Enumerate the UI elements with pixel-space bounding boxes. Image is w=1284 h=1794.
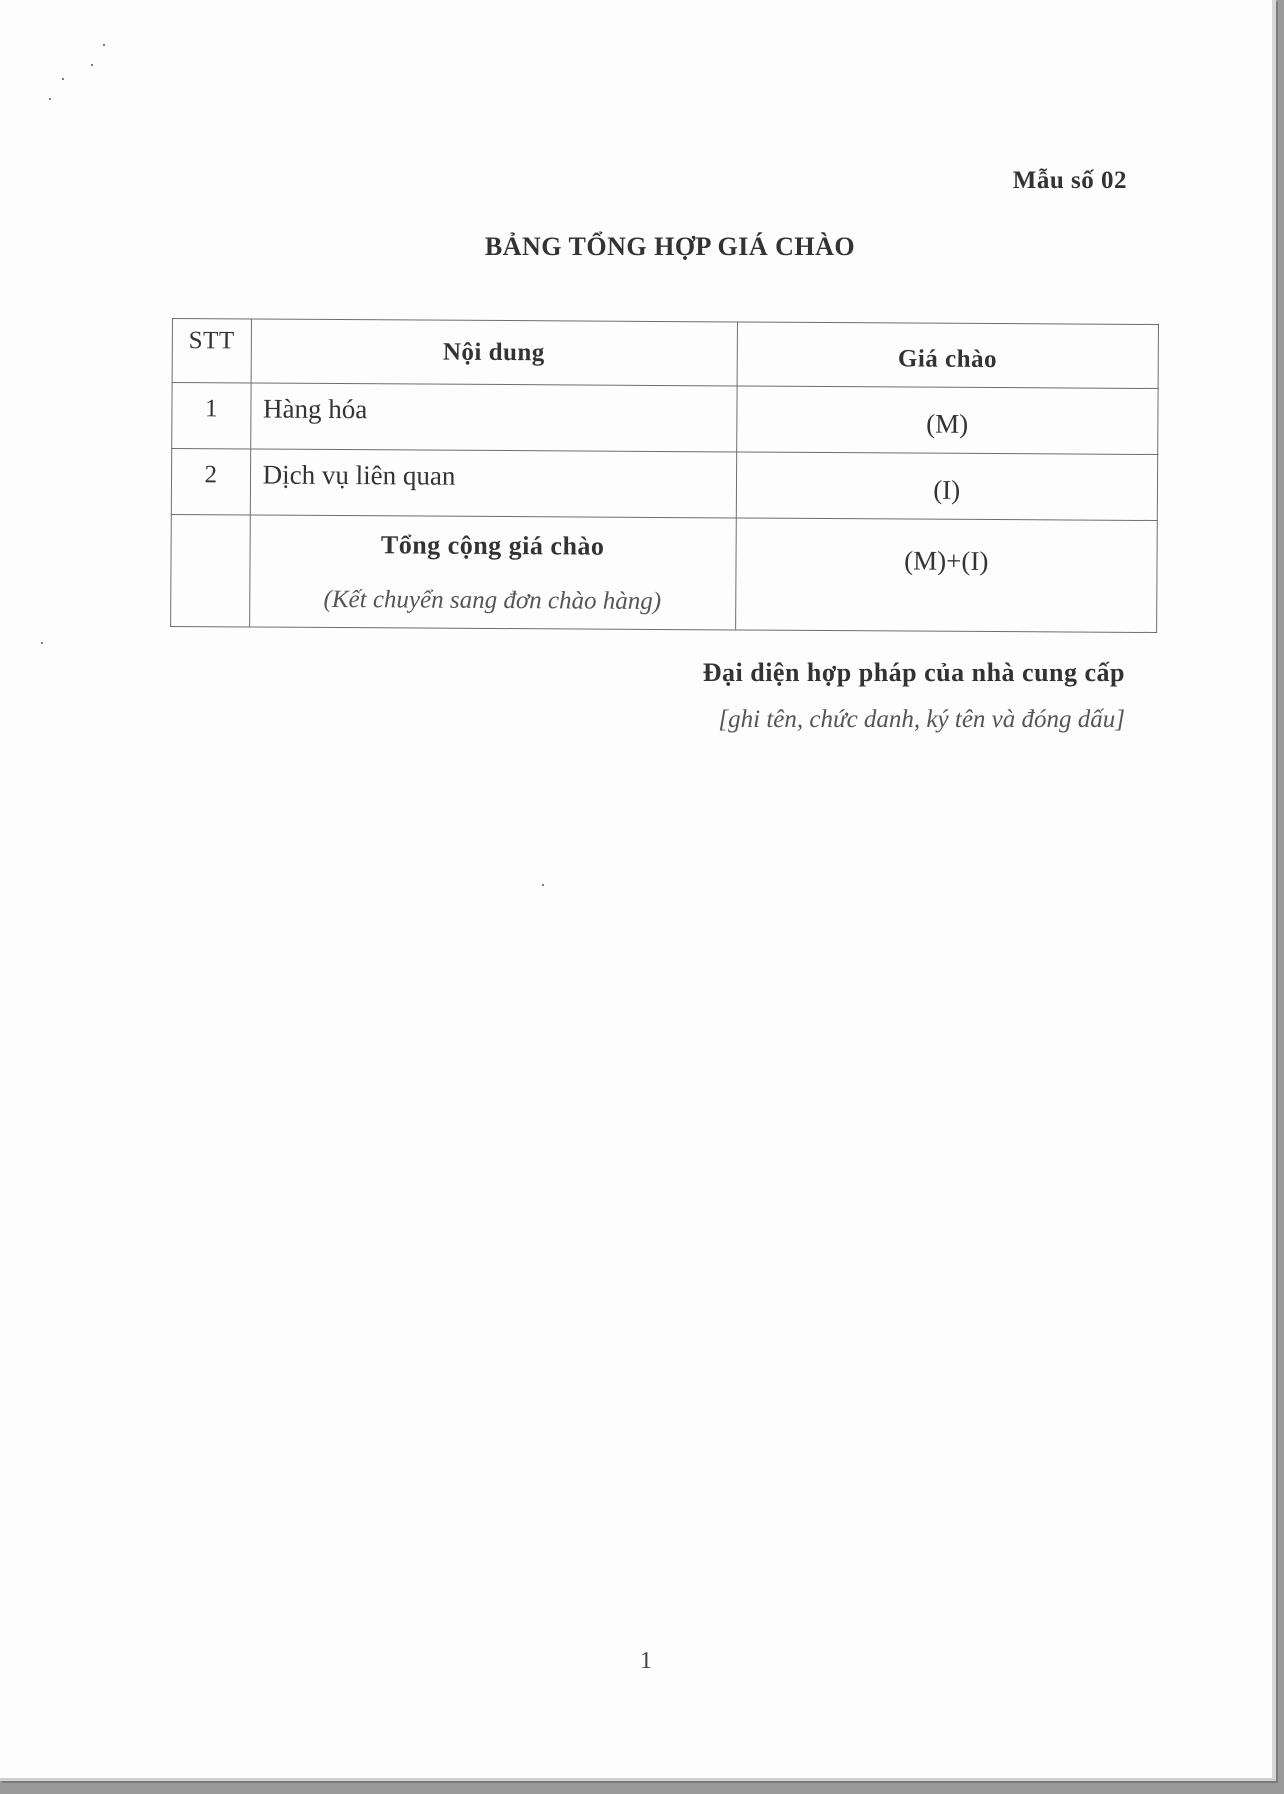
price-summary-table: [170, 318, 1159, 633]
row-stt: 1: [172, 383, 251, 449]
row-content: Hàng hóa: [250, 383, 736, 452]
table-row: [172, 383, 1158, 455]
row-content: Dịch vụ liên quan: [250, 449, 736, 518]
total-note: (Kết chuyển sang đơn chào hàng): [323, 585, 662, 615]
row-price: (I): [736, 452, 1158, 521]
column-header-stt: STT: [172, 319, 251, 383]
row-stt: 2: [171, 449, 250, 515]
total-content: [249, 515, 736, 630]
column-header-price: Giá chào: [737, 322, 1159, 389]
signature-title: Đại diện hợp pháp của nhà cung cấp: [702, 658, 1125, 687]
table-header-row: [172, 319, 1158, 389]
column-header-content: Nội dung: [251, 319, 737, 386]
table-row: [171, 449, 1157, 521]
document-title: BẢNG TỔNG HỢP GIÁ CHÀO: [484, 232, 856, 261]
total-price: (M)+(I): [735, 518, 1157, 633]
signature-block: [703, 658, 1125, 734]
row-price: (M): [736, 386, 1158, 455]
page-number: 1: [640, 1648, 652, 1674]
table-total-row: [171, 514, 1158, 632]
form-number: Mẫu số 02: [1012, 167, 1127, 194]
total-stt-empty: [171, 514, 250, 626]
total-label: Tổng cộng giá chào: [380, 530, 605, 561]
signature-note: [ghi tên, chức danh, ký tên và đóng dấu]: [718, 706, 1125, 733]
